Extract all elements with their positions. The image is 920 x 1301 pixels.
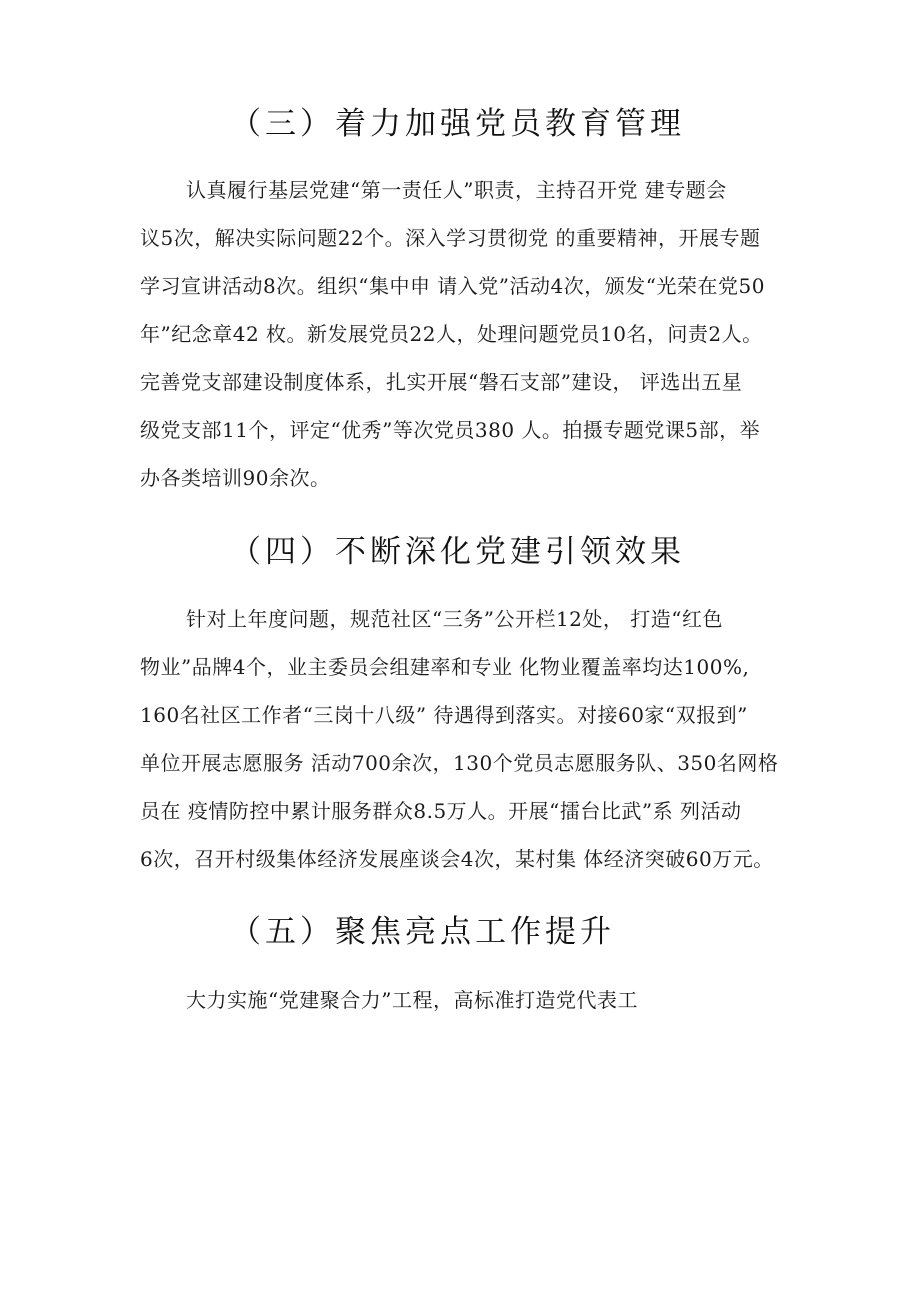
section-3-line-4: 年”纪念章42 枚。新发展党员22人，处理问题党员10名，问责2人。 <box>140 322 763 346</box>
section-heading-5: （五）聚焦亮点工作提升 <box>230 914 615 950</box>
section-heading-4: （四）不断深化党建引领效果 <box>230 534 685 570</box>
section-3-line-5: 完善党支部建设制度体系，扎实开展“磐石支部”建设， 评选出五星 <box>140 370 743 394</box>
section-4-line-5: 员在 疫情防控中累计服务群众8.5万人。开展“擂台比武”系 列活动 <box>140 799 742 823</box>
section-4-line-2: 物业”品牌4个，业主委员会组建率和专业 化物业覆盖率均达100%, <box>140 655 750 679</box>
section-heading-3: （三）着力加强党员教育管理 <box>230 106 685 142</box>
section-3-line-1: 认真履行基层党建“第一责任人”职责，主持召开党 建专题会 <box>186 178 727 202</box>
section-3-line-2: 议5次，解决实际问题22个。深入学习贯彻党 的重要精神，开展专题 <box>140 226 761 250</box>
section-3-line-6: 级党支部11个，评定“优秀”等次党员380 人。拍摄专题党课5部，举 <box>140 418 761 442</box>
section-4-line-6: 6次，召开村级集体经济发展座谈会4次，某村集 体经济突破60万元。 <box>140 847 774 871</box>
section-3-line-7: 办各类培训90余次。 <box>140 466 331 490</box>
section-4-line-1: 针对上年度问题，规范社区“三务”公开栏12处， 打造“红色 <box>186 607 723 631</box>
section-4-line-4: 单位开展志愿服务 活动700余次，130个党员志愿服务队、350名网格 <box>140 751 779 775</box>
section-3-line-3: 学习宣讲活动8次。组织“集中申 请入党”活动4次，颁发“光荣在党50 <box>140 274 765 298</box>
section-4-line-3: 160名社区工作者“三岗十八级” 待遇得到落实。对接60家“双报到” <box>140 703 748 727</box>
section-5-line-1: 大力实施“党建聚合力”工程，高标准打造党代表工 <box>186 988 638 1012</box>
